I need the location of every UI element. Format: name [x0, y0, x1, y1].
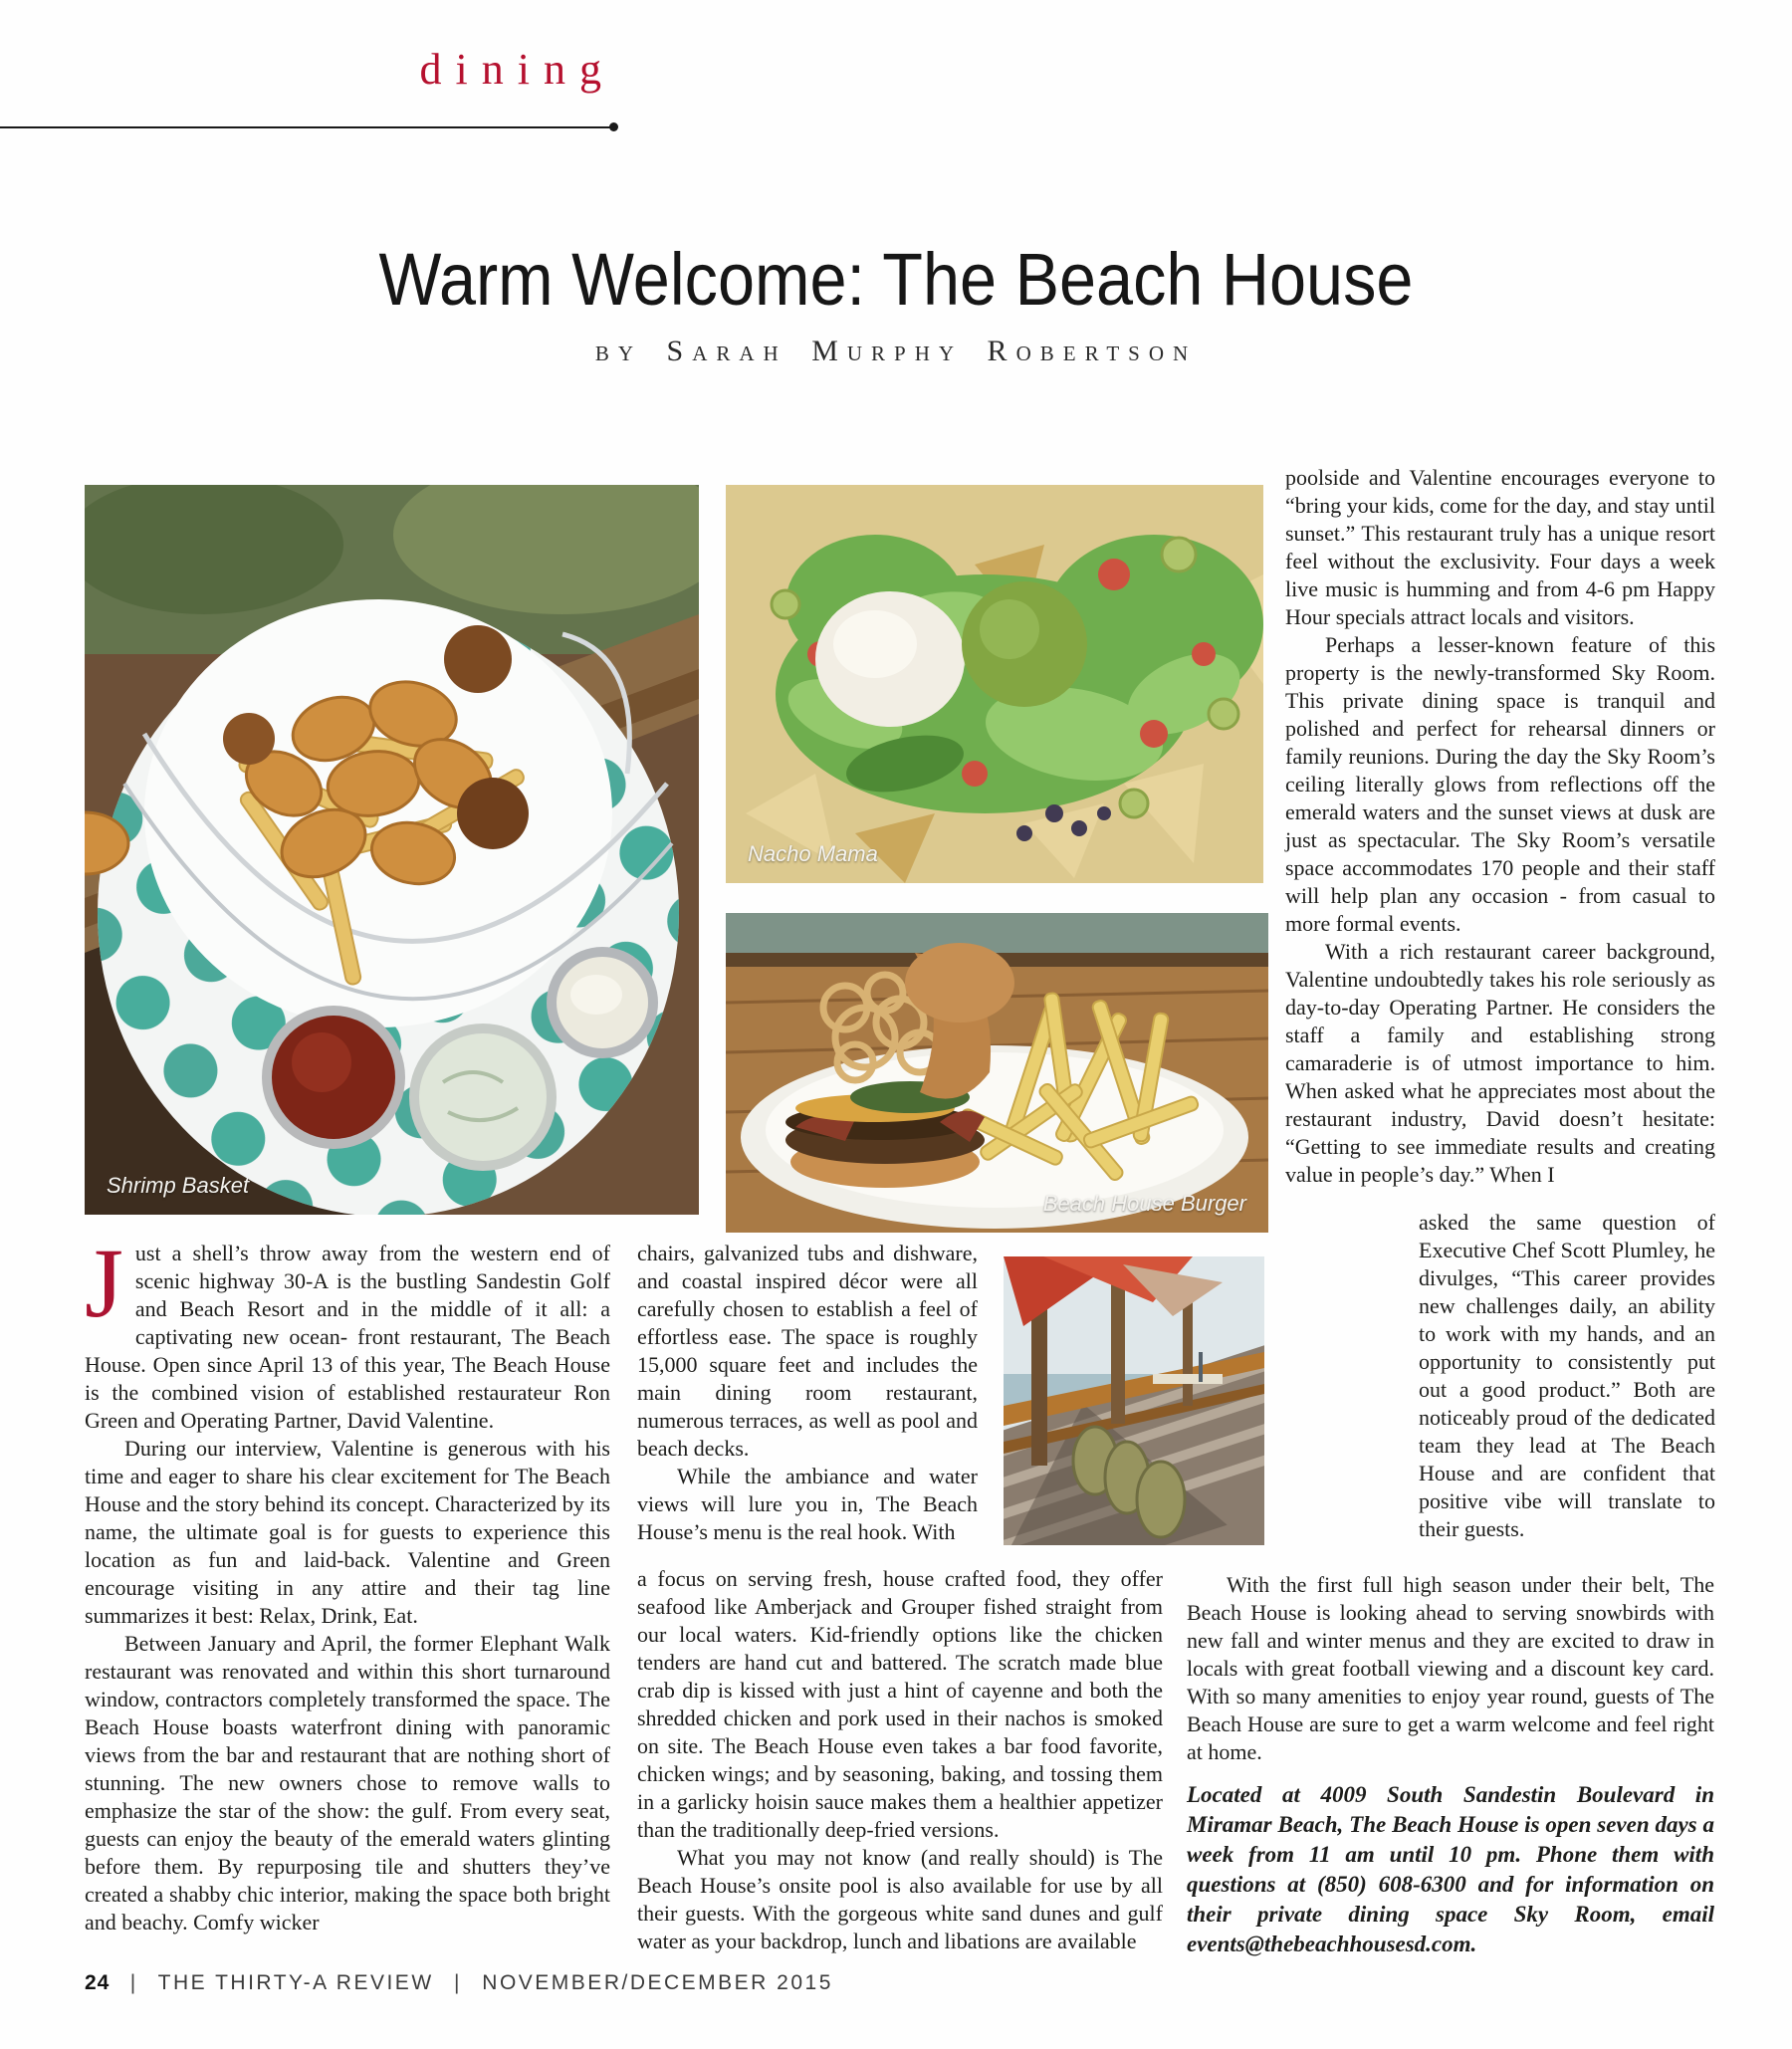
article-title: Warm Welcome: The Beach House: [378, 238, 1414, 321]
paragraph: chairs, galvanized tubs and dishware, and coastal inspired décor were all carefully chosen to establish a feel of effortless ease. The space is roughly 15,000 square feet and includes the main dining room restaurant, numerous terraces, as well as pool and beach decks.: [637, 1241, 978, 1461]
photo-shrimp-basket: [85, 485, 699, 1215]
paragraph: Perhaps a lesser-known feature of this property is the newly-transformed Sky Room. This private dining space is tranquil and polished and perfect for rehearsal dinners or family reunions. During the day the Sky Room’s ceiling literally glows from reflections off the emerald waters and the sunset views at dusk are just as spectacular. The Sky Room’s versatile space accommodates 170 people and their staff will help plan any occasion - from casual to more formal events.: [1285, 632, 1715, 936]
footer-separator: |: [453, 1971, 462, 1994]
beach-house-burger-photo-art: [726, 913, 1268, 1233]
photo-beach-house-burger: [726, 913, 1268, 1233]
photo-deck-view: [1004, 1256, 1264, 1545]
article-column-3-lower: [1187, 1571, 1714, 1766]
location-info-paragraph: Located at 4009 South Sandestin Boulevard in Miramar Beach, The Beach House is open seven days a week from 11 am until 10 pm. Phone them with questions at (850) 608-6300 and for information on their private dining space Sky Room, email events@thebeachhousesd.com.: [1187, 1782, 1714, 1956]
paragraph: With the first full high season under their belt, The Beach House is looking ahead to serving snowbirds with new fall and winter menus and they are excited to draw in locals with great football viewing and a discount key card. With so many amenities to enjoy year round, guests of The Beach House are sure to get a warm welcome and feel right at home.: [1187, 1572, 1714, 1764]
page-footer: [85, 1971, 833, 1995]
paragraph: While the ambiance and water views will lure you in, The Beach House’s menu is the real hook. With: [637, 1464, 978, 1544]
footer-page-number: 24: [85, 1971, 111, 1994]
footer-issue: NOVEMBER/DECEMBER 2015: [482, 1971, 833, 1994]
photo-caption-nacho-mama: Nacho Mama: [748, 841, 878, 866]
photo-caption-beach-house-burger: Beach House Burger: [1042, 1191, 1246, 1216]
article-column-2-lower: [637, 1565, 1163, 1955]
article-byline: by Sarah Murphy Robertson: [594, 335, 1198, 367]
paragraph: During our interview, Valentine is generous with his time and eager to share his clear excitement for The Beach House and the story behind its concept. Characterized by its name, the ultimate goal is for guests to experience this location as fun and laid-back. Valentine and Green encourage visiting in any attire and their tag line summarizes it best: Relax, Drink, Eat.: [85, 1436, 610, 1628]
article-column-2-upper: [637, 1240, 978, 1546]
photo-caption-shrimp-basket: Shrimp Basket: [107, 1173, 250, 1198]
drop-cap: J: [85, 1228, 123, 1338]
paragraph: asked the same question of Executive Chef Scott Plumley, he divulges, “This career provides new challenges daily, an ability to work with my hands, and an opportunity to consistently put out a good product.” Both are noticeably proud of the dedicated team they lead at The Beach House and are confident that positive vibe will translate to their guests.: [1419, 1210, 1715, 1541]
section-label-dining: dining: [419, 45, 615, 94]
masthead-rule-line: [0, 126, 611, 128]
paragraph: With a rich restaurant career background, Valentine undoubtedly takes his role seriously as day-to-day Operating Partner. He considers the staff a family and establishing strong camaraderie is of utmost importance to him. When asked what he appreciates most about the restaurant industry, David doesn’t hesitate: “Getting to see immediate results and creating value in people’s day.” When I: [1285, 939, 1715, 1187]
masthead-rule-dot: [609, 122, 618, 131]
footer-separator: |: [129, 1971, 138, 1994]
article-column-3-beside-photo: [1419, 1209, 1715, 1543]
article-column-1: [85, 1228, 610, 1936]
paragraph: a focus on serving fresh, house crafted food, they offer seafood like Amberjack and Grouper fished straight from our local waters. Kid-friendly options like the chicken tenders are hand cut and battered. The scratch made blue crab dip is kissed with just a hint of cayenne and both the shredded chicken and pork used in their nachos is smoked on site. The Beach House even takes a bar food favorite, chicken wings; and by seasoning, baking, and tossing them in a garlicky hoisin sauce makes them a healthier appetizer than the traditionally deep-fried versions.: [637, 1566, 1163, 1842]
paragraph: poolside and Valentine encourages everyone to “bring your kids, come for the day, and stay until sunset.” This restaurant truly has a unique resort feel without the exclusivity. Four days a week live music is humming and from 4-6 pm Happy Hour specials attract locals and visitors.: [1285, 465, 1715, 629]
paragraph: What you may not know (and really should) is The Beach House’s onsite pool is also available for use by all their guests. With the gorgeous white sand dunes and gulf water as your backdrop, lunch and libations are available: [637, 1845, 1163, 1953]
article-column-3-upper: [1285, 464, 1715, 1189]
nacho-mama-photo-art: [726, 485, 1263, 883]
deck-view-photo-art: [1004, 1256, 1264, 1545]
shrimp-basket-photo-art: [85, 485, 699, 1215]
paragraph: Between January and April, the former Elephant Walk restaurant was renovated and within this short turnaround window, contractors completely transformed the space. The Beach House boasts waterfront dining with panoramic views from the bar and restaurant that are nothing short of stunning. The new owners chose to remove walls to emphasize the star of the show: the gulf. From every seat, guests can enjoy the beauty of the emerald waters glinting before them. By repurposing tile and shutters they’ve created a shabby chic interior, making the space both bright and beachy. Comfy wicker: [85, 1631, 610, 1935]
photo-nacho-mama: [726, 485, 1263, 883]
footer-magazine-title: THE THIRTY-A REVIEW: [157, 1971, 434, 1994]
paragraph: Just a shell’s throw away from the western end of scenic highway 30-A is the bustling Sandestin Golf and Beach Resort and in the middle of it all: a captivating new ocean- front restaurant, The Beach House. Open since April 13 of this year, The Beach House is the combined vision of established restaurateur Ron Green and Operating Partner, David Valentine.: [85, 1228, 610, 1433]
